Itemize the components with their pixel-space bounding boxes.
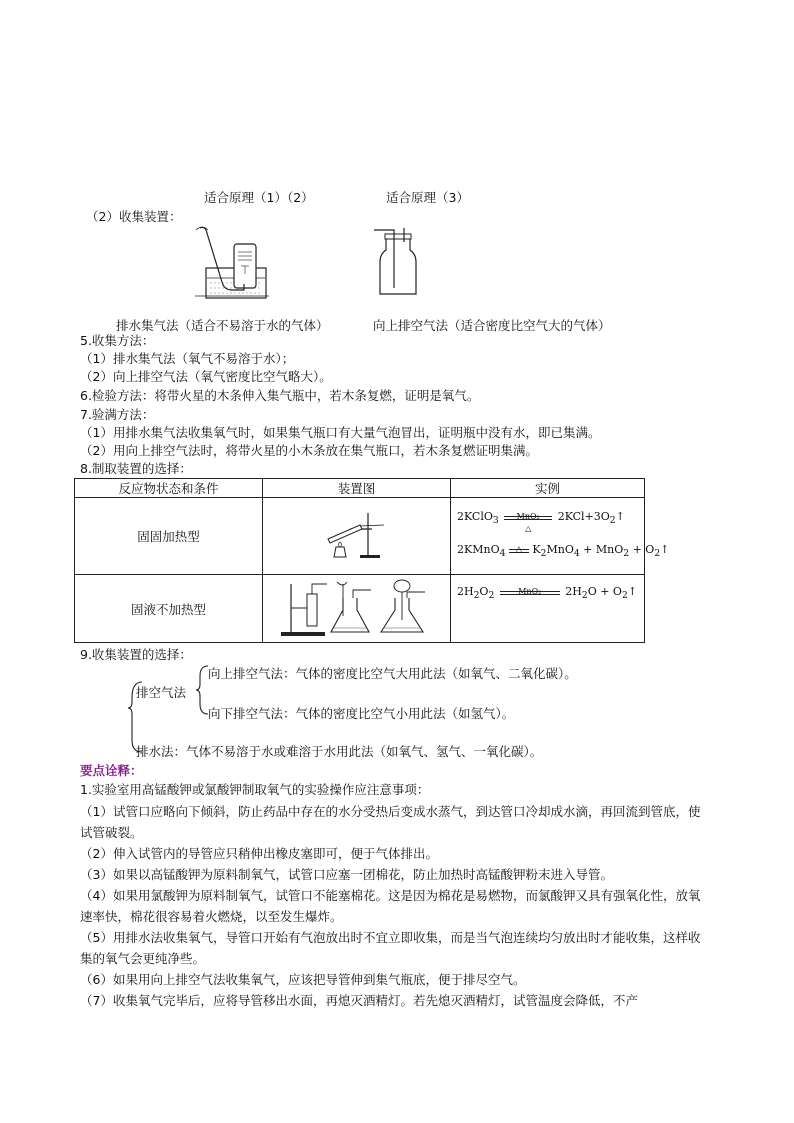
sec5-item-2: （2）向上排空气法（氧气密度比空气略大）。 <box>80 369 332 384</box>
eq2-reactant-sub: 4 <box>499 548 506 560</box>
sec7-item-2: （2）用向上排空气法时，将带火星的小木条放在集气瓶口，若木条复燃证明集满。 <box>80 443 538 458</box>
solid-heating-apparatus-figure <box>322 509 392 561</box>
preparation-apparatus-table <box>74 478 670 643</box>
eq3-gas-arrow: ↑ <box>627 585 637 598</box>
eq1-product-sub: 2 <box>609 515 616 526</box>
eq1-reactant: 2KClO <box>457 509 493 523</box>
row-solid-heat-figure-cell <box>263 498 451 575</box>
water-displacement-apparatus-figure <box>194 226 272 302</box>
table-row <box>75 498 645 575</box>
eq3-reactant-h: 2H <box>457 585 474 598</box>
eq2-product-a: K <box>532 543 541 556</box>
eq3-product-o-sub: 2 <box>621 590 628 602</box>
sec8-title: 8.制取装置的选择： <box>80 461 192 476</box>
eq2-product-a-sub: 2 <box>540 548 547 560</box>
downward-air-method-text: 向下排空气法：气体的密度比空气小用此法（如氢气）。 <box>208 706 515 721</box>
note-item-3: （3）如果以高锰酸钾为原料制氧气，试管口应塞一团棉花，防止加热时高锰酸钾粉末进入导管。 <box>80 867 613 882</box>
sec5-item-1: （1）排水集气法（氧气不易溶于水）； <box>80 351 295 366</box>
principle-right-label: 适合原理（3） <box>386 190 469 205</box>
eq3-catalyst: MnO₂ <box>518 587 542 596</box>
note-item-1: （1）试管口应略向下倾斜，防止药品中存在的水分受热后变成水蒸气，到达管口冷却成水滴，再回流到管底，使试管破裂。 <box>80 804 701 840</box>
eq2-heat-symbol: △ <box>515 545 523 555</box>
eq1-catalyst: MnO₂ <box>516 511 540 521</box>
upward-air-displacement-apparatus-figure <box>372 224 420 296</box>
eq1-gas-arrow: ↑ <box>615 509 625 523</box>
sec9-title: 9.收集装置的选择： <box>80 647 192 662</box>
caption-upward-air: 向上排空气法（适合密度比空气大的气体） <box>373 318 611 333</box>
eq3-reactant-o-sub: 2 <box>488 590 495 602</box>
eq2-product-c: + MnO <box>579 543 624 556</box>
eq2-product-d-sub: 2 <box>654 548 661 560</box>
collect-device-heading: （2）收集装置： <box>86 209 182 224</box>
row-solid-heat-condition: 固固加热型 <box>75 498 263 575</box>
note-item-6: （6）如果用向上排空气法收集氧气，应该把导管伸到集气瓶底，便于排尽空气。 <box>80 972 526 987</box>
eq1-condition <box>504 511 552 533</box>
note-item-7: （7）收集氧气完毕后，应将导管移出水面，再熄灭酒精灯。若先熄灭酒精灯，试管温度会降低，不产 <box>80 993 638 1008</box>
eq3-product-h: 2H <box>565 585 582 598</box>
table-header-condition: 反应物状态和条件 <box>75 479 263 498</box>
principle-left-label: 适合原理（1）（2） <box>204 190 314 205</box>
eq2-product-b: MnO <box>546 543 574 556</box>
equation-h2o2 <box>457 581 638 607</box>
upward-air-method-text: 向上排空气法：气体的密度比空气大用此法（如氧气、二氧化碳）。 <box>208 666 577 681</box>
eq3-reactant-o: O <box>479 585 489 598</box>
eq1-reactant-sub: 3 <box>492 515 499 526</box>
row-solid-liquid-figure-cell <box>263 575 451 643</box>
table-row <box>75 575 645 643</box>
eq1-heat-symbol: △ <box>525 523 532 533</box>
table-header-figure: 装置图 <box>263 479 451 498</box>
eq2-product-b-sub: 4 <box>573 548 580 560</box>
air-method-label: 排空气法 <box>136 685 187 700</box>
note-item-4: （4）如果用氯酸钾为原料制氧气，试管口不能塞棉花。这是因为棉花是易燃物，而氯酸钾又具有强氧化性，放氧速率快，棉花很容易着火燃烧，以至发生爆炸。 <box>80 888 701 924</box>
solid-liquid-apparatus-figure <box>277 576 437 638</box>
eq3-product-h-sub: 2 <box>581 590 588 602</box>
equation-kclo3 <box>457 506 638 532</box>
eq3-reactant-h-sub: 2 <box>473 590 480 602</box>
row-solid-liquid-condition: 固液不加热型 <box>75 575 263 643</box>
note-item-5: （5）用排水法收集氧气，导管口开始有气泡放出时不宜立即收集，而是当气泡连续均匀放出时才能收集，这样收集的氧气会更纯净些。 <box>80 930 701 966</box>
sec7-title: 7.验满方法： <box>80 407 155 422</box>
sec7-item-1: （1）用排水集气法收集氧气时，如果集气瓶口有大量气泡冒出，证明瓶中没有水，即已集满。 <box>80 425 601 440</box>
table-header-example: 实例 <box>451 479 645 498</box>
notes-intro: 1.实验室用高锰酸钾或氯酸钾制取氧气的实验操作应注意事项： <box>80 782 430 797</box>
eq2-product-c-sub: 2 <box>623 548 630 560</box>
eq3-product-o: O + O <box>587 585 622 598</box>
notes-title: 要点诠释： <box>80 763 143 778</box>
sec5-title: 5.收集方法： <box>80 333 155 348</box>
eq3-condition <box>500 587 560 595</box>
row-solid-liquid-examples <box>451 575 645 643</box>
row-solid-heat-examples <box>451 498 670 575</box>
sec6-text: 6.检验方法：将带火星的木条伸入集气瓶中，若木条复燃，证明是氧气。 <box>80 388 480 403</box>
eq2-gas-arrow: ↑ <box>660 543 670 556</box>
water-method-text: 排水法：气体不易溶于水或难溶于水用此法（如氧气、氢气、一氧化碳）。 <box>136 744 543 759</box>
caption-water-displacement: 排水集气法（适合不易溶于水的气体） <box>116 318 329 333</box>
note-item-2: （2）伸入试管内的导管应只稍伸出橡皮塞即可，便于气体排出。 <box>80 846 438 861</box>
eq2-condition <box>509 545 529 553</box>
eq2-product-d: + O <box>629 543 655 556</box>
eq2-reactant: 2KMnO <box>457 543 500 556</box>
eq1-product: 2KCl+3O <box>557 509 610 523</box>
equation-kmno4 <box>457 538 670 566</box>
